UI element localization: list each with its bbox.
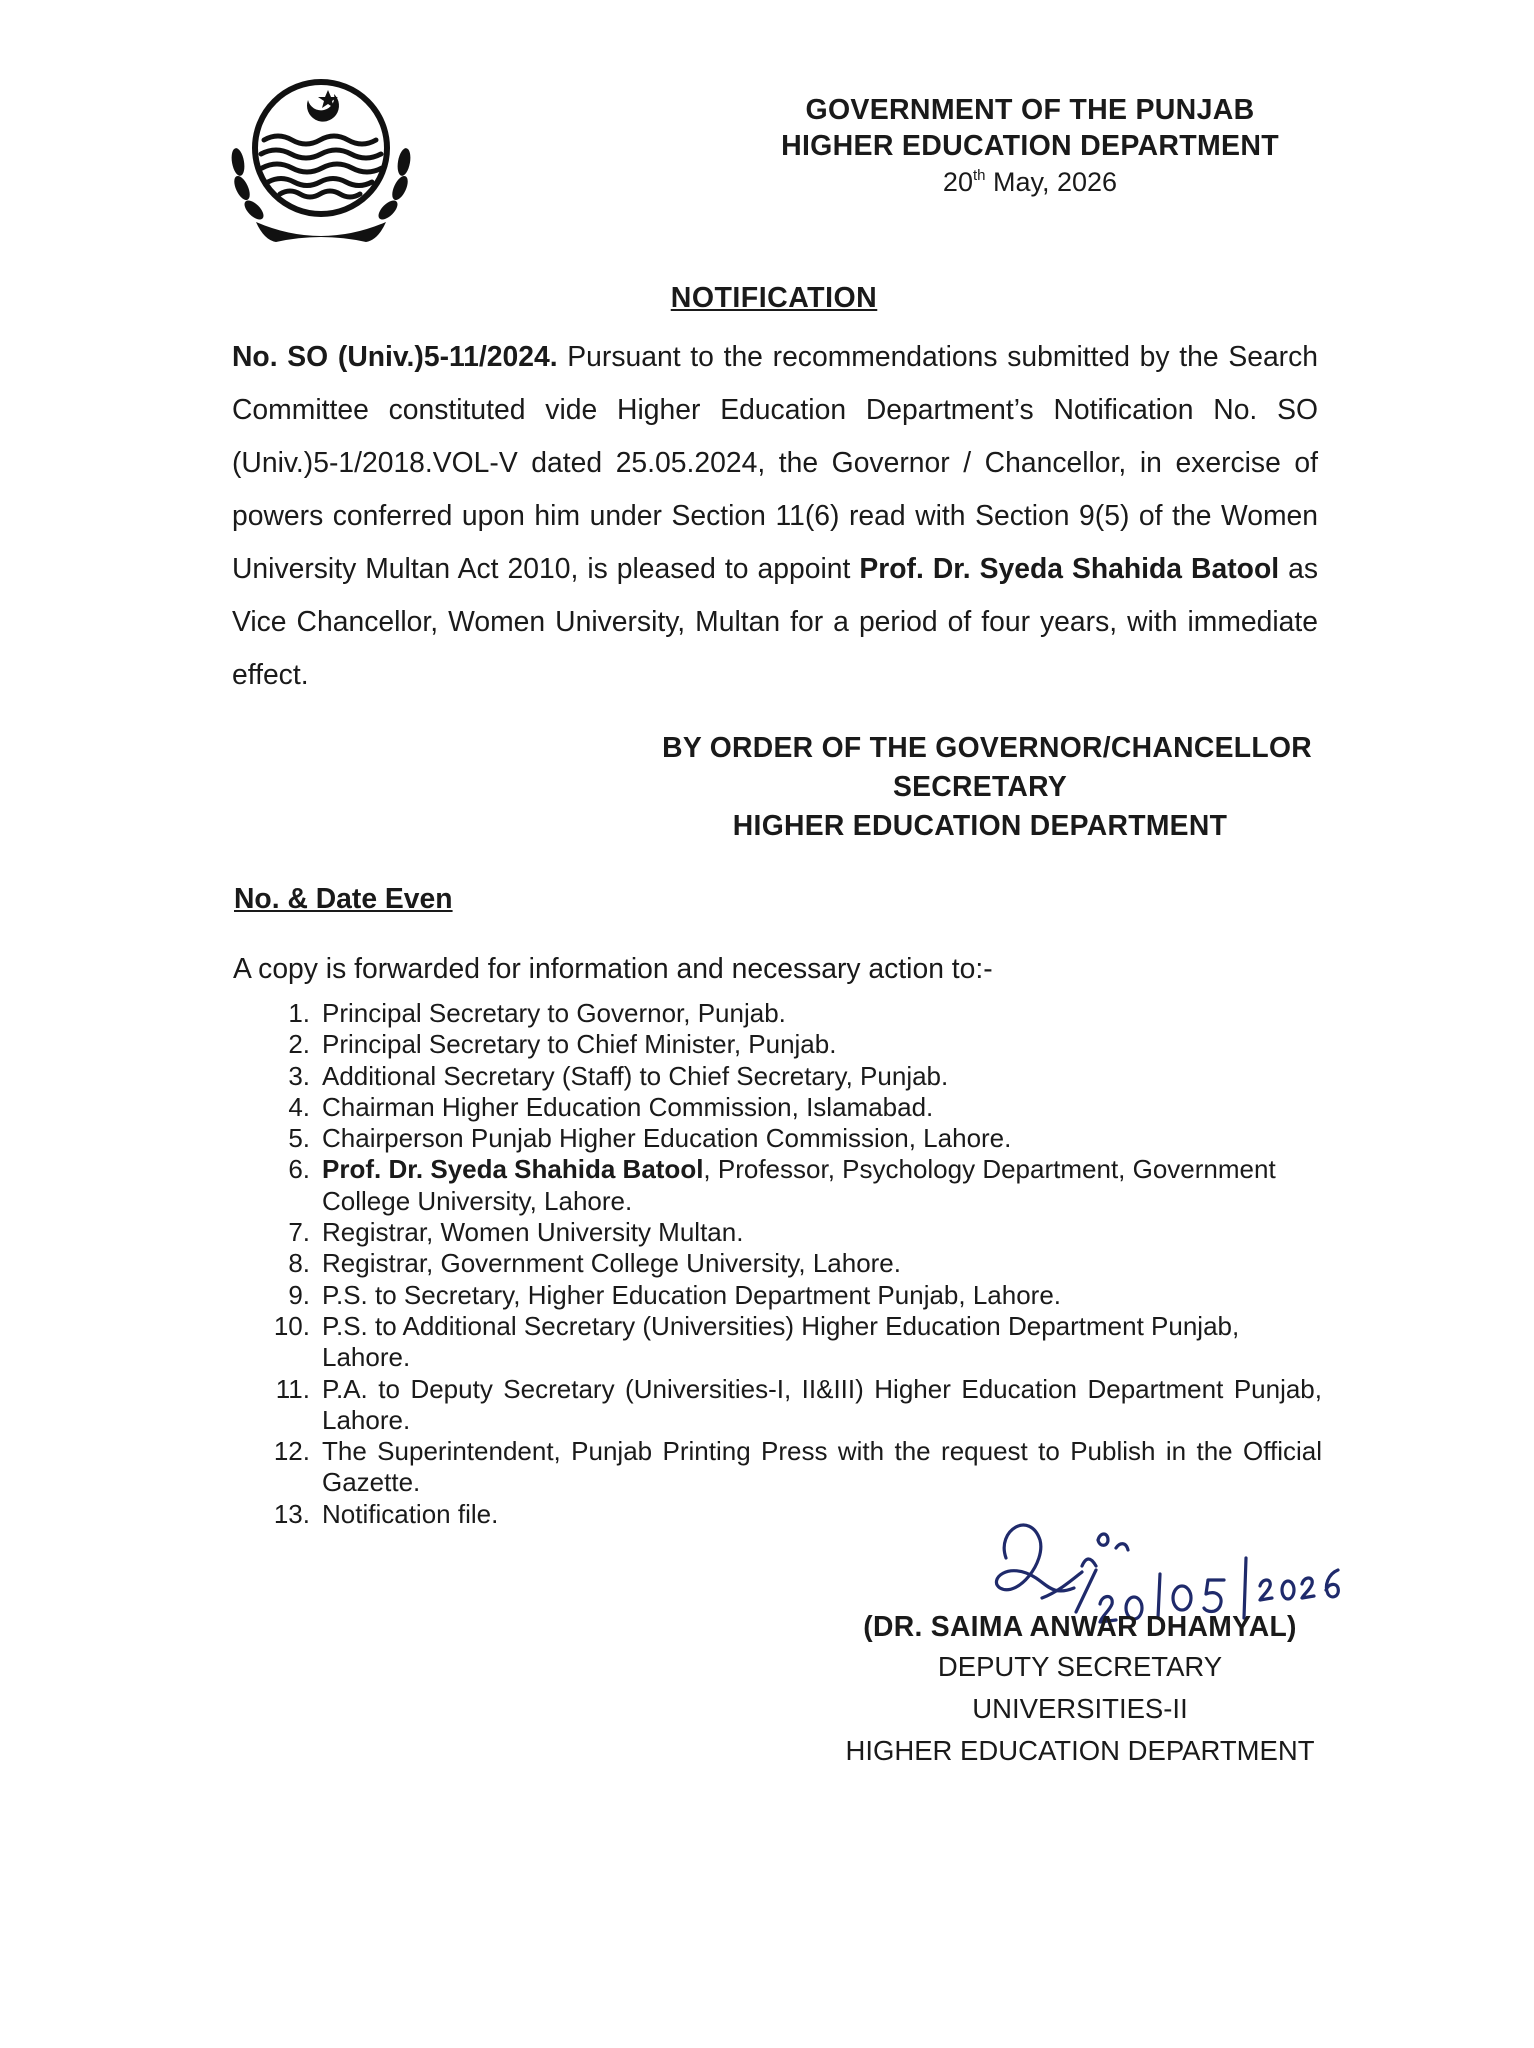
list-item [262,1123,1322,1154]
list-item-text: Principal Secretary to Governor, Punjab. [322,998,786,1028]
order-block [640,728,1320,845]
list-item-text: P.A. to Deputy Secretary (Universities-I, II&III) Higher Education Department Punjab, Lahore. [322,1373,1322,1435]
distribution-heading: No. & Date Even [234,882,453,914]
distribution-list [262,998,1322,1530]
order-line-department: HIGHER EDUCATION DEPARTMENT [732,809,1228,841]
punjab-government-emblem-icon [216,70,426,250]
order-line-governor: BY ORDER OF THE GOVERNOR/CHANCELLOR [662,731,1312,763]
list-item-text [322,1154,1322,1217]
list-item-number: 1. [288,998,310,1028]
letterhead-government: GOVERNMENT OF THE PUNJAB [805,94,1255,126]
list-item-text: The Superintendent, Punjab Printing Press with the request to Publish in the Official Gazette. [322,1436,1322,1498]
list-item [262,1280,1322,1311]
notification-body [232,330,1318,701]
distribution-intro: A copy is forwarded for information and necessary action to:- [233,952,993,984]
list-item [262,1248,1322,1279]
list-item-number: 12. [273,1436,310,1467]
signatory-designation: DEPUTY SECRETARY [937,1651,1223,1682]
list-item-rest: , Professor, Psychology Department, Government College University, Lahore. [322,1154,1276,1216]
list-item-text: Notification file. [322,1498,499,1529]
signatory-block [840,1606,1320,1772]
date-suffix: th [972,167,986,184]
list-item [262,1154,1322,1217]
list-item-text: Registrar, Government College University, Lahore. [322,1248,901,1279]
list-item-number: 6. [288,1154,310,1185]
list-item-bold-name: Prof. Dr. Syeda Shahida Batool [322,1154,704,1185]
list-item-text: Registrar, Women University Multan. [322,1217,744,1248]
order-line-secretary: SECRETARY [892,770,1068,802]
list-item [262,1092,1322,1123]
list-item-number: 13. [273,1498,310,1529]
notification-text-part1: Pursuant to the recommendations submitted by the Search Committee constituted vide Higher Education Department’s Notification No. SO (Univ.)5-1/2018.VOL-V dated 25.05.2024, the Governor / Chancellor, in exercise of powers conferred upon him under Section 11(6) read with Section 9(5) of the Women University Multan Act 2010, is pleased to appoint [232,340,1318,584]
signatory-section: UNIVERSITIES-II [972,1693,1188,1724]
letterhead-department: HIGHER EDUCATION DEPARTMENT [781,130,1279,162]
list-item-number: 3. [288,1060,310,1091]
letterhead [740,92,1320,200]
list-item-number: 7. [288,1217,310,1248]
date-month-year: May, 2026 [985,167,1118,197]
list-item-number: 5. [288,1123,310,1154]
list-item-number: 2. [288,1029,310,1060]
appointee-name: Prof. Dr. Syeda Shahida Batool [859,552,1280,584]
signatory-name: (DR. SAIMA ANWAR DHAMYAL) [863,1610,1297,1642]
list-item-text: P.S. to Secretary, Higher Education Department Punjab, Lahore. [322,1279,1062,1310]
list-item-text: Chairman Higher Education Commission, Islamabad. [322,1091,934,1122]
letterhead-date [740,164,1320,200]
list-item-number: 4. [288,1091,310,1122]
list-item [262,1374,1322,1437]
notification-text-part2: as Vice Chancellor, Women University, Multan for a period of four years, with immediate effect. [232,552,1318,690]
list-item-number: 10. [273,1310,310,1341]
signatory-department: HIGHER EDUCATION DEPARTMENT [845,1735,1315,1766]
list-item [262,1436,1322,1499]
list-item [262,1217,1322,1248]
list-item [262,998,1322,1029]
list-item-text: Principal Secretary to Chief Minister, Punjab. [322,1029,837,1060]
list-item [262,1311,1322,1374]
list-item [262,1061,1322,1092]
list-item [262,1029,1322,1060]
list-item-text: Additional Secretary (Staff) to Chief Secretary, Punjab. [322,1060,949,1091]
list-item-text: P.S. to Additional Secretary (Universities) Higher Education Department Punjab, Lahore. [322,1310,1240,1373]
list-item-number: 8. [288,1248,310,1279]
notification-title: NOTIFICATION [670,282,878,314]
notification-number: No. SO (Univ.)5-11/2024. [232,340,558,372]
list-item-text: Chairperson Punjab Higher Education Commission, Lahore. [322,1123,1012,1154]
list-item-number: 11. [275,1373,310,1404]
list-item-number: 9. [288,1279,310,1310]
date-day: 20 [942,167,973,197]
